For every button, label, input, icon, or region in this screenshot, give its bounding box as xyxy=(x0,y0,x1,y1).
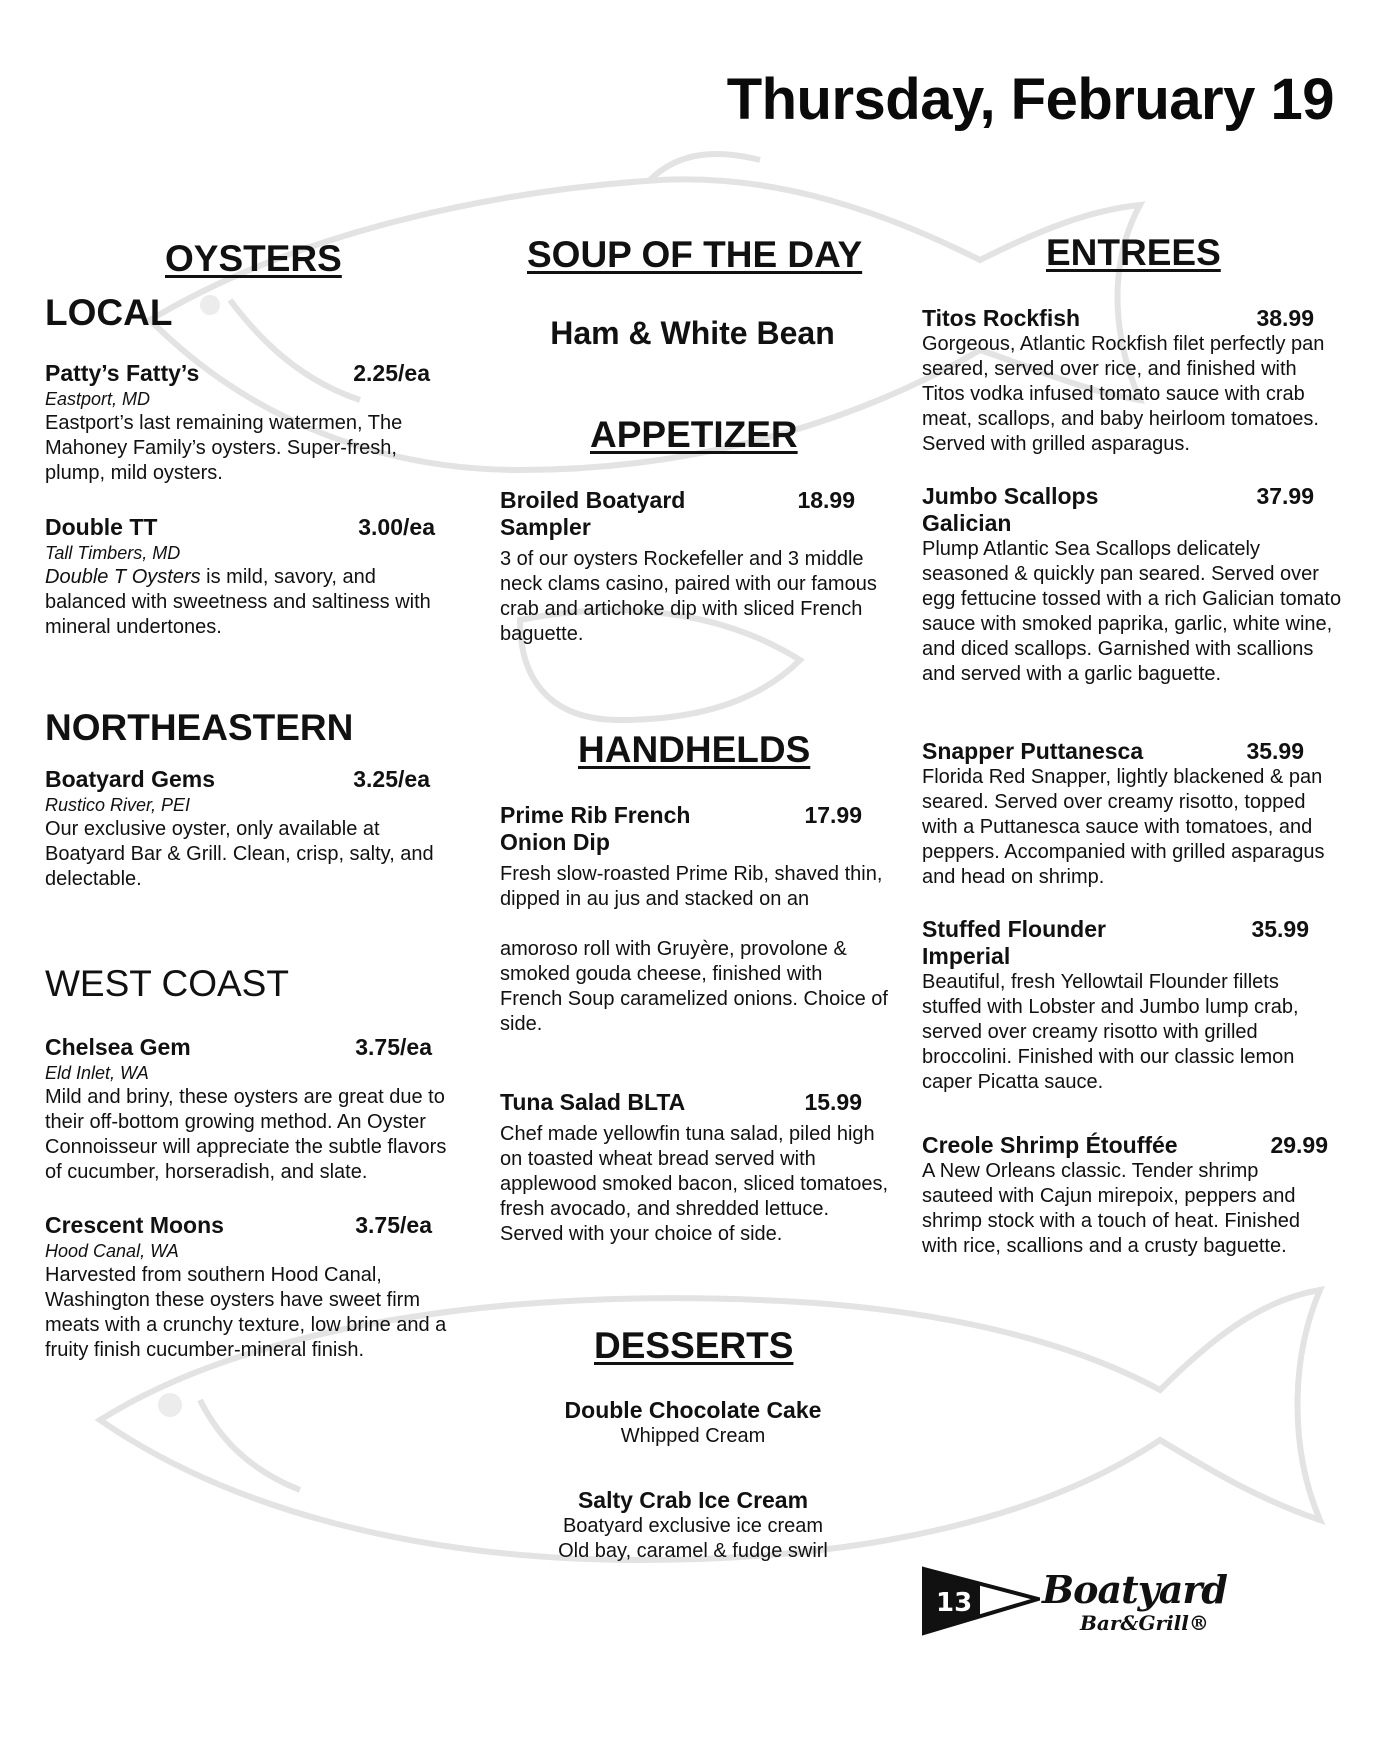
item-location: Eld Inlet, WA xyxy=(45,1063,149,1083)
item-name: Crescent Moons xyxy=(45,1212,224,1238)
item-price: 35.99 xyxy=(1246,738,1304,764)
item-name: Double TT xyxy=(45,514,158,540)
item-name: Boatyard Gems xyxy=(45,766,216,792)
oyster-item xyxy=(45,360,430,486)
item-name: Prime Rib French Onion Dip xyxy=(500,802,691,855)
dessert-name: Salty Crab Ice Cream xyxy=(577,1487,809,1513)
region-local: LOCAL xyxy=(45,292,173,333)
item-name: Tuna Salad BLTA xyxy=(500,1089,686,1115)
item-price: 3.00/ea xyxy=(358,514,435,540)
item-location: Tall Timbers, MD xyxy=(45,543,181,563)
boatyard-logo xyxy=(920,1565,1280,1640)
entree-item xyxy=(922,916,1309,1095)
item-description: Florida Red Snapper, lightly blackened & pan seared. Served over creamy risotto, topped with a Puttanesca sauce with tomatoes, and peppers. Accompanied with grilled asparagus and head on shrimp. xyxy=(922,766,1325,888)
dessert-item xyxy=(483,1396,903,1449)
oyster-item xyxy=(45,1034,447,1185)
oyster-item xyxy=(45,766,434,892)
desserts-title: DESSERTS xyxy=(594,1325,794,1366)
item-description: 3 of our oysters Rockefeller and 3 middle neck clams casino, paired with our famous crab and artichoke dip with sliced French baguette. xyxy=(500,548,877,645)
appetizer-title: APPETIZER xyxy=(590,414,798,455)
item-description xyxy=(45,565,455,640)
item-description-text: is mild, savory, and balanced with sweetness and saltiness with mineral undertones. xyxy=(45,566,431,638)
item-name: Jumbo Scallops Galician xyxy=(922,483,1099,536)
oyster-item xyxy=(45,1212,447,1363)
dessert-description: Boatyard exclusive ice cream xyxy=(562,1515,824,1537)
item-description: Beautiful, fresh Yellowtail Flounder fillets stuffed with Lobster and Jumbo lump crab, served over creamy risotto with grilled broccolini. Finished with our classic lemon caper Picatta sauce. xyxy=(922,971,1299,1093)
entree-item xyxy=(922,483,1342,687)
item-location: Rustico River, PEI xyxy=(45,795,191,815)
flag-number: 13 xyxy=(936,1588,973,1618)
item-description: A New Orleans classic. Tender shrimp sauteed with Cajun mirepoix, peppers and shrimp stock with a touch of heat. Finished with rice, scallions and a crusty baguette. xyxy=(922,1160,1300,1257)
item-description: Harvested from southern Hood Canal, Washington these oysters have sweet firm meats with a crunchy texture, low brine and a fruity finish cucumber-mineral finish. xyxy=(45,1264,447,1361)
handhelds-title: HANDHELDS xyxy=(578,729,811,770)
dessert-name: Double Chocolate Cake xyxy=(564,1397,822,1423)
oysters-title: OYSTERS xyxy=(165,238,342,279)
item-description: Fresh slow-roasted Prime Rib, shaved thin, dipped in au jus and stacked on an xyxy=(500,863,883,910)
item-description: Mild and briny, these oysters are great due to their off-bottom growing method. An Oyster Connoisseur will appreciate the subtle flavors of cucumber, horseradish, and slate. xyxy=(45,1086,447,1183)
item-price: 37.99 xyxy=(1256,483,1314,509)
pennant-flag-icon xyxy=(920,1565,1040,1637)
item-location: Hood Canal, WA xyxy=(45,1241,179,1261)
item-name: Creole Shrimp Étouffée xyxy=(922,1132,1178,1158)
item-price: 3.25/ea xyxy=(353,766,430,792)
soup-name: Ham & White Bean xyxy=(550,315,835,351)
brand-subtitle: Bar&Grill® xyxy=(1080,1611,1209,1635)
entrees-title: ENTREES xyxy=(1046,232,1221,273)
item-price: 2.25/ea xyxy=(353,360,430,386)
item-name: Broiled Boatyard Sampler xyxy=(500,487,686,540)
entree-item xyxy=(922,738,1325,890)
item-name: Snapper Puttanesca xyxy=(922,738,1144,764)
item-price: 35.99 xyxy=(1251,916,1309,942)
entree-item xyxy=(922,305,1325,457)
item-description: Chef made yellowfin tuna salad, piled high on toasted wheat bread served with applewood smoked bacon, sliced tomatoes, fresh avocado, and shredded lettuce. Served with your choice of side. xyxy=(500,1123,889,1245)
item-price: 15.99 xyxy=(804,1089,862,1115)
item-description-italic: Double T Oysters xyxy=(45,566,201,588)
item-name: Patty’s Fatty’s xyxy=(45,360,200,386)
region-west-coast: WEST COAST xyxy=(45,963,289,1004)
item-price: 29.99 xyxy=(1270,1132,1328,1158)
dessert-item xyxy=(483,1486,903,1564)
entree-item xyxy=(922,1132,1328,1259)
region-northeastern: NORTHEASTERN xyxy=(45,707,354,748)
dessert-description: Whipped Cream xyxy=(620,1425,766,1447)
item-price: 17.99 xyxy=(804,802,862,828)
handheld-item xyxy=(500,802,888,1037)
brand-name: Boatyard xyxy=(1042,1567,1227,1612)
item-description: Plump Atlantic Sea Scallops delicately seasoned & quickly pan seared. Served over egg fettucine tossed with a rich Galician tomato sauce with smoked paprika, garlic, white wine, and diced scallops. Garnished with scallions and served with a garlic baguette. xyxy=(922,538,1342,685)
item-description: Our exclusive oyster, only available at Boatyard Bar & Grill. Clean, crisp, salty, and delectable. xyxy=(45,818,434,890)
appetizer-item xyxy=(500,487,877,647)
handheld-item xyxy=(500,1089,889,1247)
item-description: Eastport’s last remaining watermen, The Mahoney Family’s oysters. Super-fresh, plump, mild oysters. xyxy=(45,412,403,484)
item-name: Titos Rockfish xyxy=(922,305,1081,331)
dessert-description: Old bay, caramel & fudge swirl xyxy=(558,1540,828,1562)
item-price: 3.75/ea xyxy=(355,1034,432,1060)
item-price: 38.99 xyxy=(1256,305,1314,331)
item-description: Gorgeous, Atlantic Rockfish filet perfectly pan seared, served over rice, and finished with Titos vodka infused tomato sauce with crab meat, scallops, and baby heirloom tomatoes. Served with grilled asparagus. xyxy=(922,333,1325,455)
item-description-continued: amoroso roll with Gruyère, provolone & smoked gouda cheese, finished with French Soup caramelized onions. Choice of side. xyxy=(500,938,888,1035)
page-date: Thursday, February 19 xyxy=(726,67,1334,132)
item-location: Eastport, MD xyxy=(45,389,151,409)
item-price: 3.75/ea xyxy=(355,1212,432,1238)
oyster-item xyxy=(45,514,435,640)
soup-title: SOUP OF THE DAY xyxy=(527,234,863,275)
item-price: 18.99 xyxy=(797,487,855,513)
item-name: Stuffed Flounder Imperial xyxy=(922,916,1106,969)
item-name: Chelsea Gem xyxy=(45,1034,191,1060)
